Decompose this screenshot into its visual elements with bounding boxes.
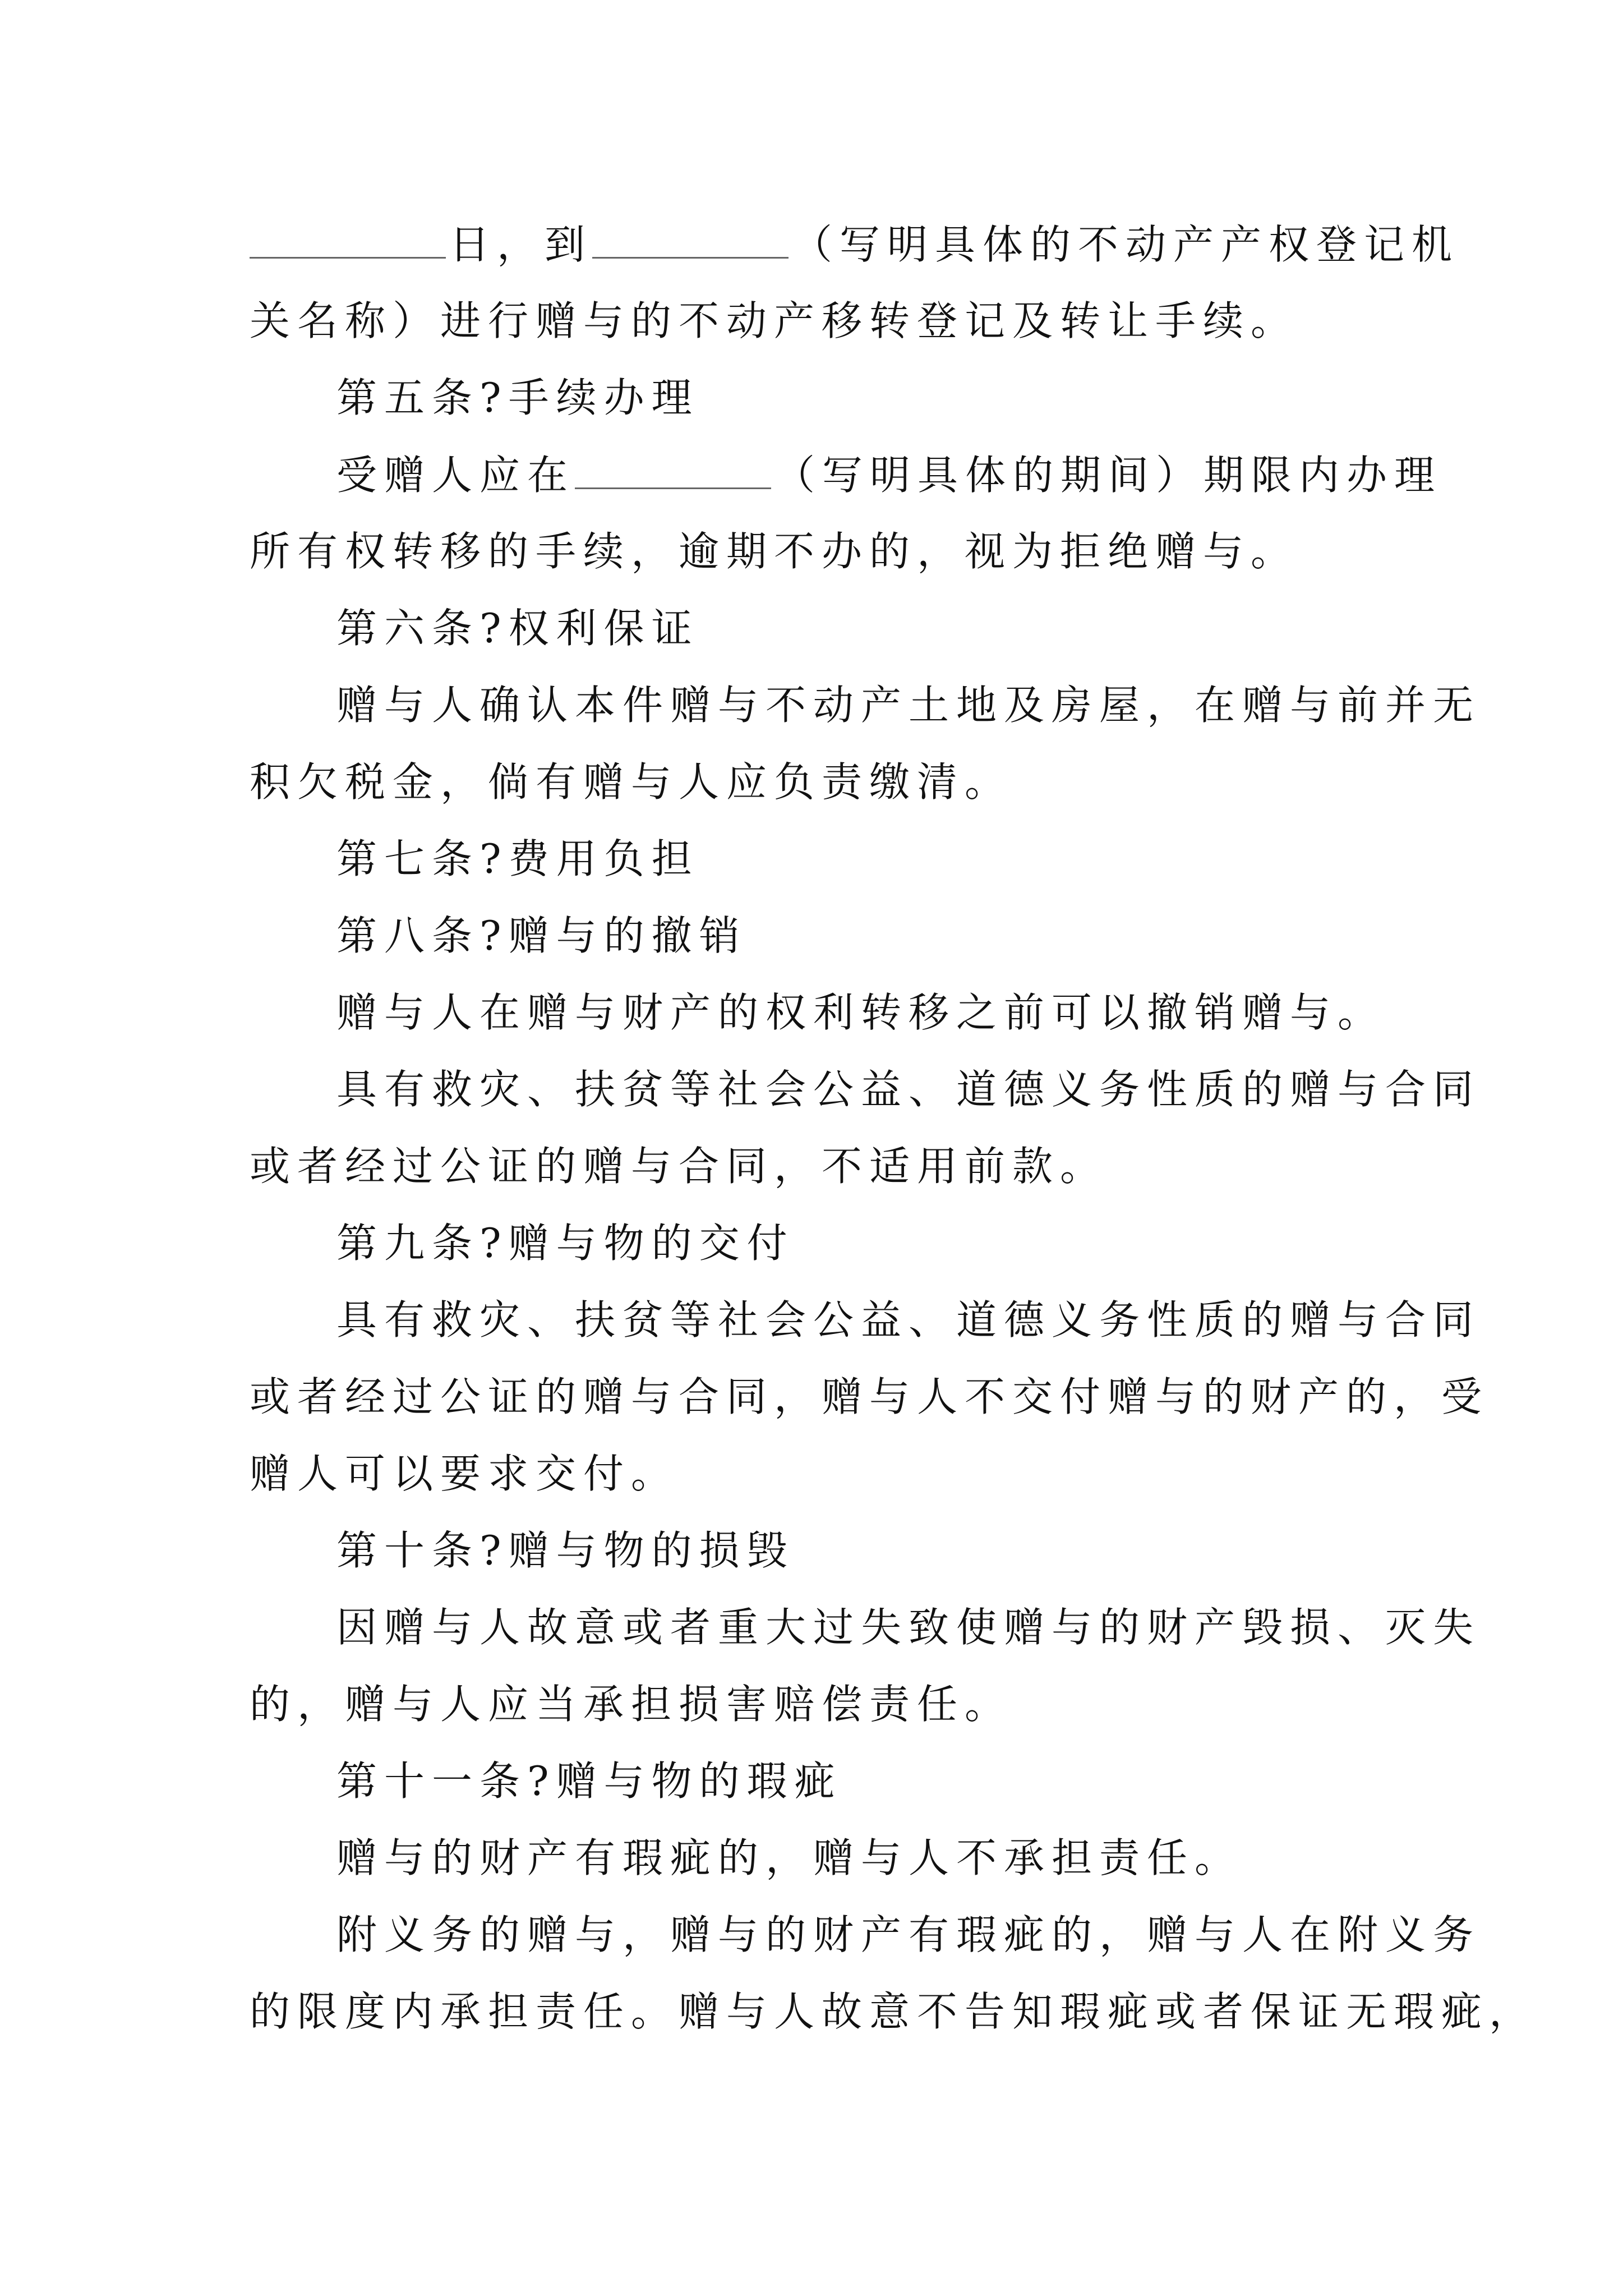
paragraph-line: 附义务的赠与，赠与的财产有瑕疵的，赠与人在附义务 <box>336 1911 1481 1958</box>
paragraph-line: 具有救灾、扶贫等社会公益、道德义务性质的赠与合同 <box>336 1296 1481 1343</box>
article-heading: 第七条?费用负担 <box>336 835 699 882</box>
fill-in-blank[interactable] <box>592 213 789 259</box>
paragraph-line: 因赠与人故意或者重大过失致使赠与的财产毁损、灭失 <box>336 1604 1481 1651</box>
paragraph-line: 或者经过公证的赠与合同，赠与人不交付赠与的财产的，受 <box>250 1373 1490 1420</box>
paragraph-line <box>336 444 1442 505</box>
article-heading: 第十一条?赠与物的瑕疵 <box>336 1757 842 1805</box>
paragraph-line: 赠与的财产有瑕疵的，赠与人不承担责任。 <box>336 1834 1243 1881</box>
text-segment: 日，到 <box>449 221 593 268</box>
paragraph-line: 的，赠与人应当承担损害赔偿责任。 <box>250 1681 1013 1728</box>
fill-in-blank[interactable] <box>250 213 446 259</box>
text-segment: （写明具体的不动产产权登记机 <box>792 221 1460 268</box>
fill-in-blank[interactable] <box>575 444 771 489</box>
paragraph-line: 或者经过公证的赠与合同，不适用前款。 <box>250 1143 1108 1190</box>
paragraph-line: 赠人可以要求交付。 <box>250 1450 679 1497</box>
text-segment: （写明具体的期间）期限内办理 <box>774 452 1442 499</box>
paragraph-line: 赠与人在赠与财产的权利转移之前可以撤销赠与。 <box>336 989 1386 1036</box>
article-heading: 第十条?赠与物的损毁 <box>336 1527 795 1574</box>
article-heading: 第六条?权利保证 <box>336 605 699 652</box>
article-heading: 第八条?赠与的撤销 <box>336 912 747 959</box>
paragraph-line: 赠与人确认本件赠与不动产土地及房屋，在赠与前并无 <box>336 682 1481 729</box>
paragraph-line: 关名称）进行赠与的不动产移转登记及转让手续。 <box>250 297 1299 344</box>
paragraph-line: 积欠税金，倘有赠与人应负责缴清。 <box>250 758 1013 806</box>
paragraph-line: 具有救灾、扶贫等社会公益、道德义务性质的赠与合同 <box>336 1066 1481 1113</box>
paragraph-line: 的限度内承担责任。赠与人故意不告知瑕疵或者保证无瑕疵， <box>250 1988 1537 2035</box>
article-heading: 第五条?手续办理 <box>336 374 699 421</box>
text-segment: 受赠人应在 <box>336 452 575 499</box>
article-heading: 第九条?赠与物的交付 <box>336 1220 795 1267</box>
continuation-line <box>250 213 1460 275</box>
paragraph-line: 所有权转移的手续，逾期不办的，视为拒绝赠与。 <box>250 528 1299 575</box>
